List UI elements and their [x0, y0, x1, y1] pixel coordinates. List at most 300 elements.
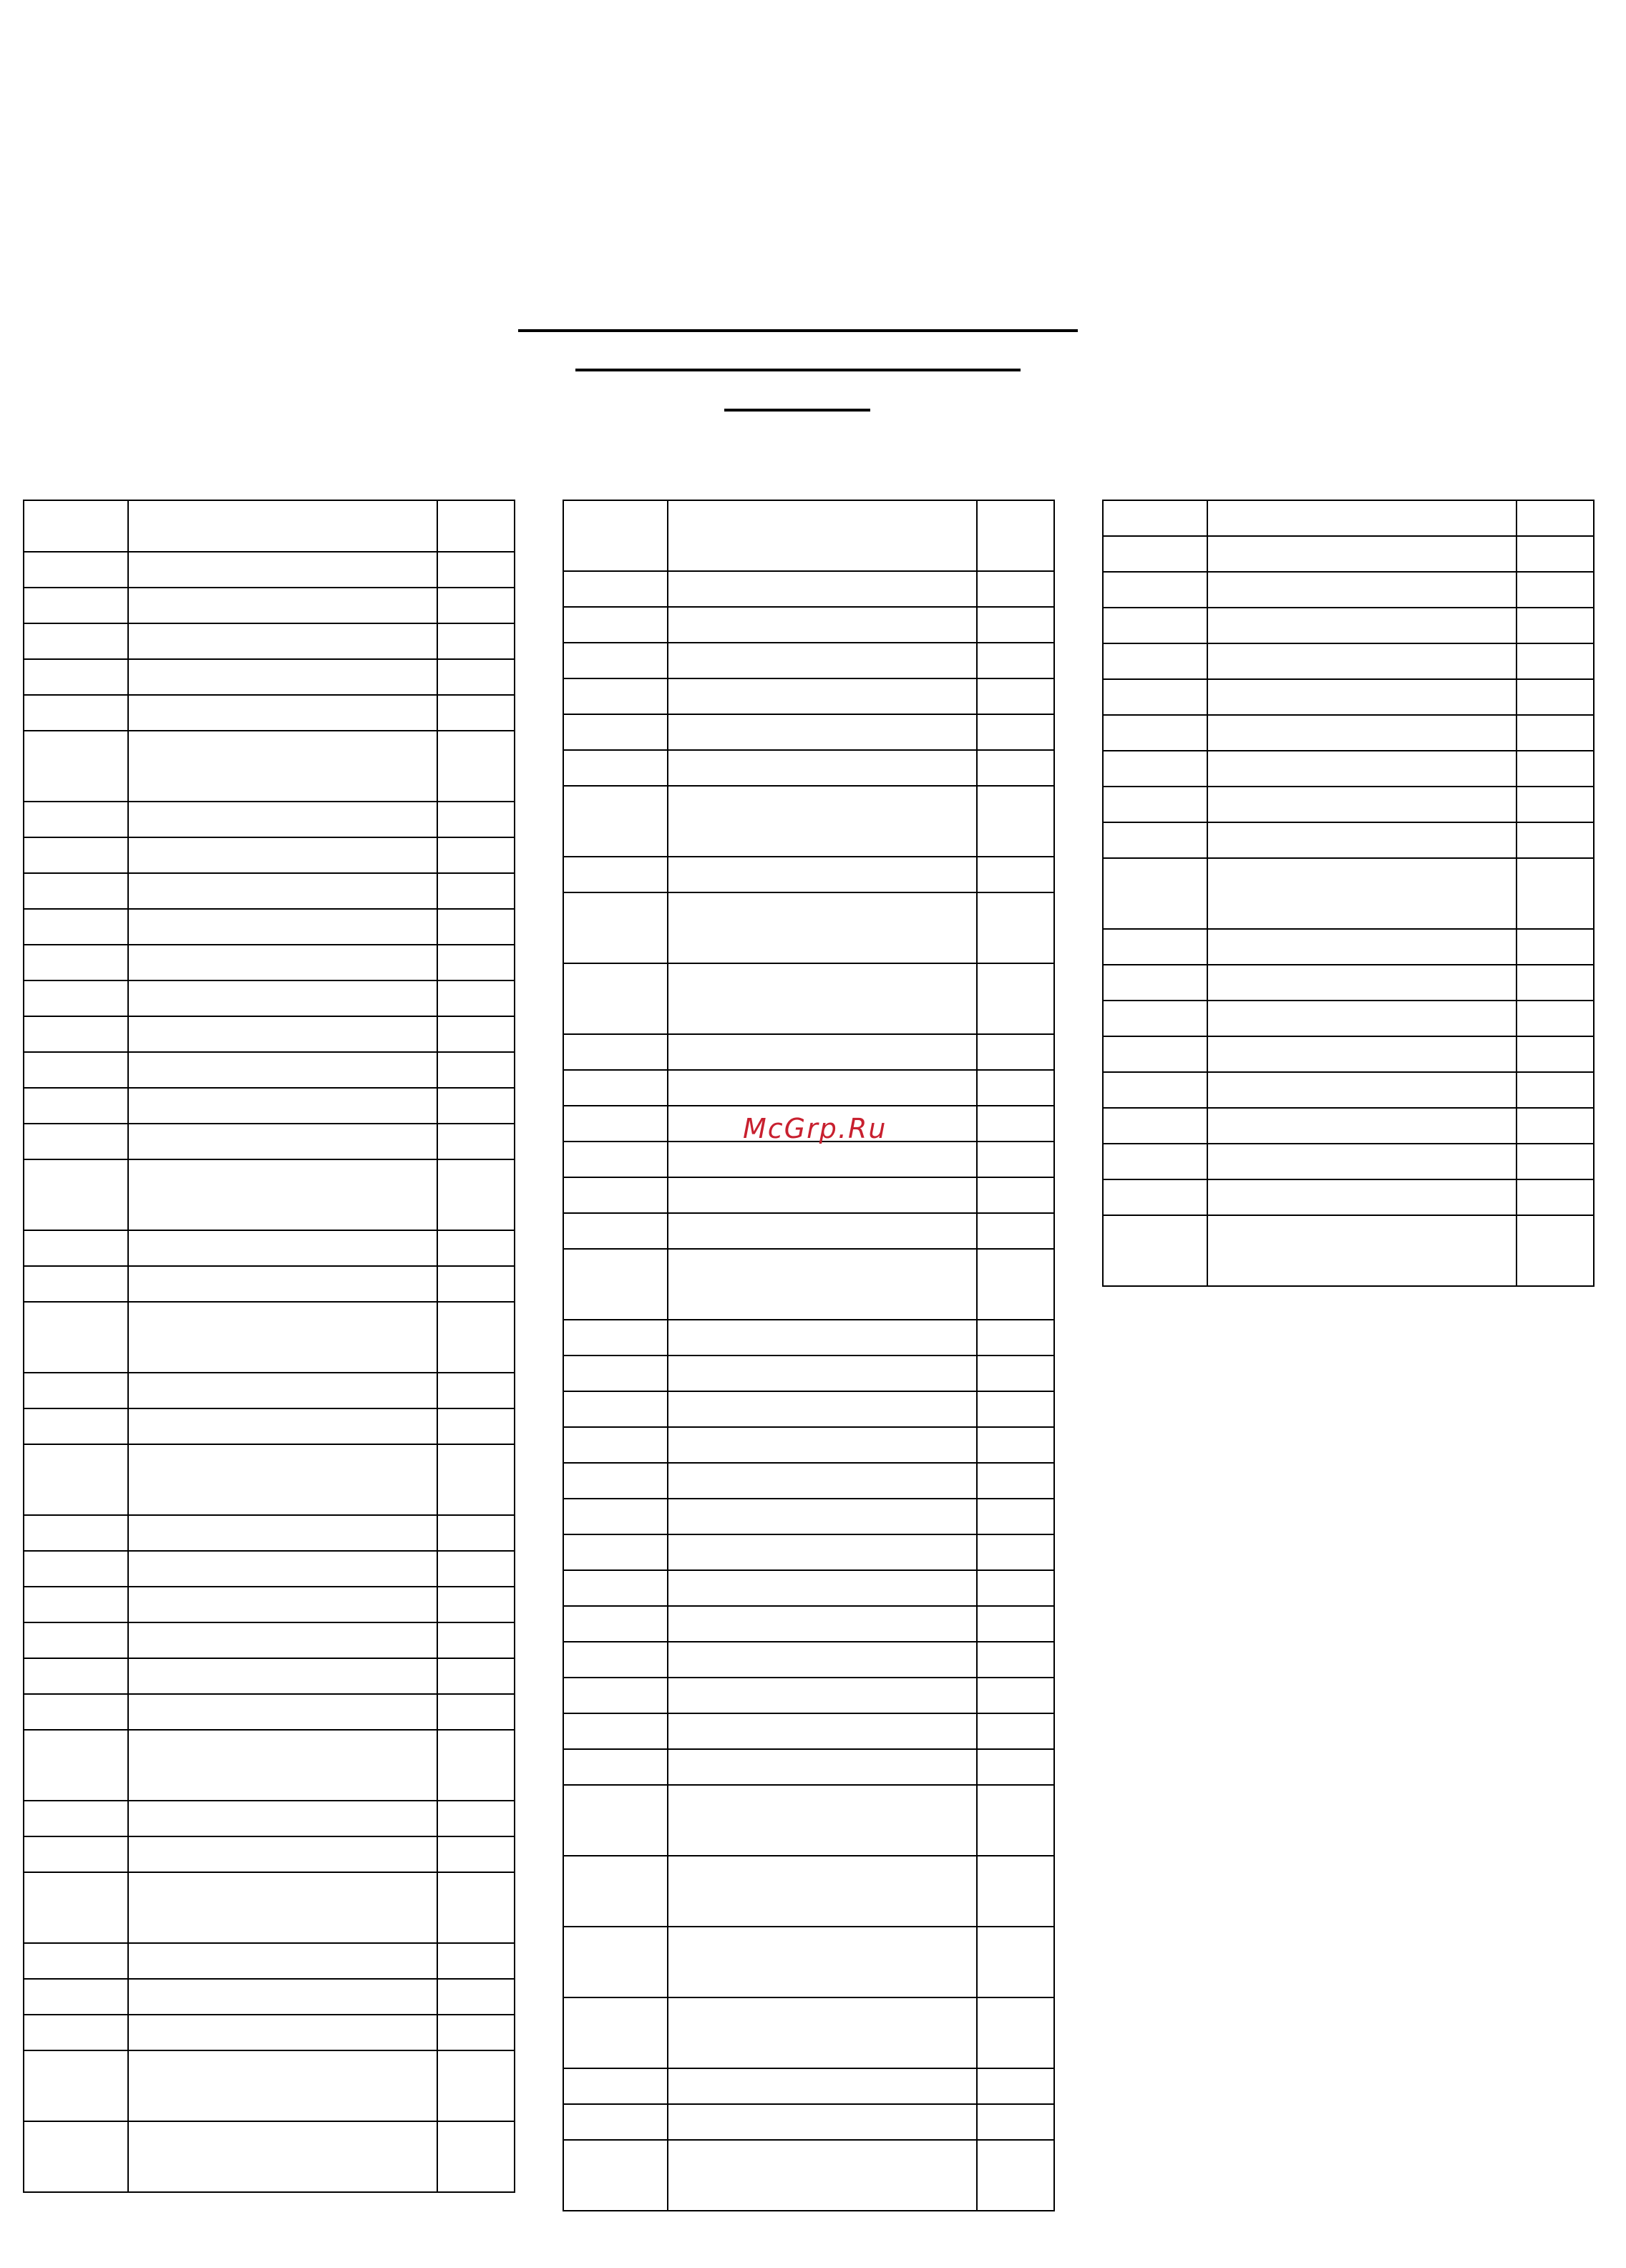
table-row — [24, 1587, 515, 1622]
table-cell — [668, 2068, 977, 2104]
table-cell — [1207, 787, 1517, 822]
table-cell — [563, 892, 668, 963]
subtitle-rule — [575, 369, 1021, 371]
table-cell — [977, 1463, 1054, 1499]
table-cell — [1103, 643, 1207, 679]
table-cell — [437, 873, 515, 909]
table-cell — [24, 1266, 128, 1302]
table-row — [24, 873, 515, 909]
table-cell — [563, 1213, 668, 1249]
table-cell — [1103, 1179, 1207, 1215]
table-cell — [1207, 643, 1517, 679]
table-row — [24, 1124, 515, 1159]
table-row — [24, 500, 515, 552]
table-cell — [563, 607, 668, 643]
table-cell — [1207, 929, 1517, 965]
table-cell — [1517, 1036, 1594, 1072]
table-cell — [668, 1642, 977, 1678]
table-row — [1103, 715, 1594, 751]
table-cell — [24, 623, 128, 659]
table-cell — [128, 1266, 437, 1302]
table-cell — [668, 1499, 977, 1534]
table-cell — [1517, 1108, 1594, 1144]
table-cell — [128, 500, 437, 552]
table-cell — [563, 1499, 668, 1534]
table-row — [24, 1801, 515, 1836]
table-cell — [128, 1302, 437, 1373]
table-row — [24, 1302, 515, 1373]
table-row — [1103, 500, 1594, 536]
table-cell — [977, 500, 1054, 571]
table-row — [24, 1979, 515, 2015]
table-cell — [977, 1785, 1054, 1856]
table-cell — [977, 1213, 1054, 1249]
title-rule — [518, 329, 1078, 332]
table-row — [24, 1444, 515, 1515]
table-cell — [24, 1230, 128, 1266]
table-cell — [1517, 715, 1594, 751]
table-cell — [563, 1749, 668, 1785]
table-cell — [24, 1302, 128, 1373]
table-row — [24, 1408, 515, 1444]
table-cell — [128, 1124, 437, 1159]
table-cell — [437, 731, 515, 802]
table-cell — [128, 1088, 437, 1124]
table-cell — [24, 1658, 128, 1694]
table-cell — [563, 786, 668, 857]
table-cell — [437, 1730, 515, 1801]
table-cell — [1207, 751, 1517, 787]
table-cell — [128, 1408, 437, 1444]
table-cell — [977, 1997, 1054, 2068]
table-cell — [24, 1622, 128, 1658]
table-cell — [437, 1658, 515, 1694]
table-cell — [563, 2068, 668, 2104]
table-cell — [128, 623, 437, 659]
table-row — [563, 963, 1054, 1034]
table-row — [563, 643, 1054, 678]
table-row — [24, 1230, 515, 1266]
table-cell — [563, 1391, 668, 1427]
table-cell — [563, 1106, 668, 1142]
table-cell — [437, 2050, 515, 2121]
table-cell — [563, 1570, 668, 1606]
table-cell — [668, 892, 977, 963]
table-cell — [977, 2104, 1054, 2140]
table-cell — [668, 963, 977, 1034]
table-cell — [977, 1320, 1054, 1356]
table-cell — [24, 945, 128, 980]
table-row — [1103, 965, 1594, 1001]
table-cell — [24, 1551, 128, 1587]
table-cell — [563, 500, 668, 571]
table-cell — [1517, 1179, 1594, 1215]
table-cell — [563, 1177, 668, 1213]
table-cell — [668, 1070, 977, 1106]
table-cell — [1103, 858, 1207, 929]
table-row — [24, 909, 515, 945]
table-cell — [563, 1034, 668, 1070]
table-cell — [1103, 1215, 1207, 1286]
table-cell — [128, 1587, 437, 1622]
table-row — [1103, 608, 1594, 643]
table-cell — [1207, 715, 1517, 751]
table-cell — [977, 2140, 1054, 2211]
table-cell — [24, 1515, 128, 1551]
table-cell — [1517, 751, 1594, 787]
table-cell — [668, 786, 977, 857]
table-cell — [437, 1230, 515, 1266]
table-cell — [24, 1016, 128, 1052]
table-row — [1103, 1072, 1594, 1108]
table-row — [563, 2140, 1054, 2211]
table-cell — [24, 1872, 128, 1943]
table-cell — [977, 750, 1054, 786]
table-cell — [437, 1408, 515, 1444]
table-row — [563, 1356, 1054, 1391]
table-cell — [563, 750, 668, 786]
table-cell — [668, 1356, 977, 1391]
table-row — [563, 1534, 1054, 1570]
table-cell — [668, 1749, 977, 1785]
table-cell — [563, 1927, 668, 1997]
left-table — [23, 500, 515, 2193]
table-cell — [1103, 1108, 1207, 1144]
table-cell — [563, 857, 668, 892]
table-row — [563, 1997, 1054, 2068]
middle-table — [563, 500, 1055, 2211]
table-cell — [24, 1408, 128, 1444]
table-cell — [668, 607, 977, 643]
table-row — [563, 1177, 1054, 1213]
table-row — [563, 1642, 1054, 1678]
table-cell — [437, 623, 515, 659]
table-cell — [563, 1320, 668, 1356]
table-cell — [24, 802, 128, 837]
table-row — [24, 1016, 515, 1052]
table-cell — [1207, 1001, 1517, 1036]
table-cell — [24, 1730, 128, 1801]
table-cell — [977, 1249, 1054, 1320]
table-row — [24, 837, 515, 873]
table-cell — [977, 1927, 1054, 1997]
table-cell — [1103, 1144, 1207, 1179]
table-cell — [128, 1801, 437, 1836]
table-cell — [668, 1927, 977, 1997]
table-cell — [668, 1785, 977, 1856]
table-cell — [24, 1943, 128, 1979]
table-cell — [668, 1427, 977, 1463]
table-cell — [563, 1070, 668, 1106]
table-cell — [128, 802, 437, 837]
table-cell — [437, 500, 515, 552]
table-cell — [977, 786, 1054, 857]
table-cell — [668, 1391, 977, 1427]
table-cell — [128, 1515, 437, 1551]
table-cell — [668, 1534, 977, 1570]
table-row — [24, 2015, 515, 2050]
table-cell — [977, 1642, 1054, 1678]
table-row — [563, 1570, 1054, 1606]
table-cell — [977, 714, 1054, 750]
table-cell — [668, 750, 977, 786]
table-row — [24, 1622, 515, 1658]
table-cell — [24, 873, 128, 909]
table-cell — [1517, 679, 1594, 715]
table-row — [24, 1836, 515, 1872]
table-row — [1103, 1144, 1594, 1179]
table-cell — [1517, 965, 1594, 1001]
table-row — [563, 1856, 1054, 1927]
table-cell — [128, 2015, 437, 2050]
table-cell — [1103, 1072, 1207, 1108]
table-cell — [977, 1713, 1054, 1749]
table-row — [24, 695, 515, 731]
table-cell — [128, 980, 437, 1016]
table-cell — [563, 678, 668, 714]
table-cell — [977, 1391, 1054, 1427]
table-cell — [24, 2050, 128, 2121]
table-cell — [1207, 965, 1517, 1001]
table-row — [24, 1694, 515, 1730]
table-cell — [977, 1678, 1054, 1713]
table-row — [24, 1159, 515, 1230]
table-row — [563, 2068, 1054, 2104]
table-cell — [563, 1678, 668, 1713]
table-row — [24, 802, 515, 837]
table-row — [563, 1142, 1054, 1177]
table-cell — [1517, 1001, 1594, 1036]
table-cell — [437, 1872, 515, 1943]
table-cell — [24, 1124, 128, 1159]
table-cell — [1207, 572, 1517, 608]
table-cell — [24, 1052, 128, 1088]
table-row — [563, 1070, 1054, 1106]
table-row — [24, 1088, 515, 1124]
table-cell — [24, 1444, 128, 1515]
table-cell — [1103, 965, 1207, 1001]
table-cell — [1207, 679, 1517, 715]
table-cell — [437, 552, 515, 588]
table-row — [563, 1499, 1054, 1534]
table-row — [24, 2121, 515, 2192]
table-row — [24, 1052, 515, 1088]
table-cell — [437, 1836, 515, 1872]
table-cell — [977, 1749, 1054, 1785]
table-row — [1103, 1001, 1594, 1036]
table-cell — [668, 1856, 977, 1927]
table-cell — [128, 659, 437, 695]
table-cell — [128, 1694, 437, 1730]
table-cell — [128, 1551, 437, 1587]
table-cell — [128, 2050, 437, 2121]
table-cell — [128, 1622, 437, 1658]
table-cell — [128, 1230, 437, 1266]
table-cell — [1103, 929, 1207, 965]
table-cell — [437, 1016, 515, 1052]
table-cell — [668, 1678, 977, 1713]
table-cell — [1207, 536, 1517, 572]
table-cell — [1517, 608, 1594, 643]
table-row — [24, 1373, 515, 1408]
table-row — [1103, 1108, 1594, 1144]
table-cell — [1207, 1179, 1517, 1215]
table-cell — [668, 1249, 977, 1320]
table-row — [563, 1678, 1054, 1713]
table-row — [1103, 787, 1594, 822]
table-cell — [1103, 608, 1207, 643]
table-cell — [437, 1587, 515, 1622]
table-cell — [24, 837, 128, 873]
table-cell — [437, 588, 515, 623]
table-row — [24, 1266, 515, 1302]
table-cell — [437, 1551, 515, 1587]
table-cell — [668, 1570, 977, 1606]
table-cell — [128, 552, 437, 588]
table-cell — [1517, 929, 1594, 965]
table-cell — [668, 857, 977, 892]
table-cell — [977, 1570, 1054, 1606]
table-cell — [24, 659, 128, 695]
table-cell — [437, 909, 515, 945]
table-cell — [437, 980, 515, 1016]
table-cell — [128, 837, 437, 873]
table-cell — [437, 695, 515, 731]
table-cell — [563, 1856, 668, 1927]
table-cell — [668, 1713, 977, 1749]
table-cell — [668, 1997, 977, 2068]
table-row — [24, 1943, 515, 1979]
table-cell — [128, 873, 437, 909]
table-cell — [24, 695, 128, 731]
table-row — [563, 1320, 1054, 1356]
table-cell — [1103, 715, 1207, 751]
table-cell — [24, 1836, 128, 1872]
table-row — [563, 892, 1054, 963]
table-cell — [24, 1587, 128, 1622]
table-row — [563, 607, 1054, 643]
table-cell — [437, 2121, 515, 2192]
table-row — [563, 1606, 1054, 1642]
table-row — [1103, 822, 1594, 858]
table-cell — [977, 1856, 1054, 1927]
table-row — [1103, 751, 1594, 787]
table-cell — [437, 1694, 515, 1730]
table-cell — [977, 963, 1054, 1034]
table-cell — [1517, 787, 1594, 822]
table-cell — [563, 1997, 668, 2068]
table-cell — [563, 1142, 668, 1177]
table-cell — [128, 1658, 437, 1694]
table-cell — [437, 1159, 515, 1230]
table-cell — [24, 588, 128, 623]
table-cell — [437, 945, 515, 980]
table-cell — [437, 1943, 515, 1979]
table-cell — [437, 1373, 515, 1408]
table-cell — [1207, 500, 1517, 536]
table-cell — [1517, 500, 1594, 536]
table-cell — [668, 643, 977, 678]
table-cell — [1103, 679, 1207, 715]
table-cell — [128, 1943, 437, 1979]
table-row — [24, 1551, 515, 1587]
table-row — [563, 1713, 1054, 1749]
table-cell — [668, 1142, 977, 1177]
table-cell — [24, 1801, 128, 1836]
table-row — [24, 980, 515, 1016]
table-row — [24, 623, 515, 659]
right-table — [1102, 500, 1595, 1287]
table-cell — [977, 1499, 1054, 1534]
table-cell — [437, 659, 515, 695]
table-cell — [437, 1622, 515, 1658]
table-cell — [1517, 822, 1594, 858]
table-row — [24, 2050, 515, 2121]
table-cell — [668, 571, 977, 607]
table-cell — [128, 695, 437, 731]
table-cell — [128, 588, 437, 623]
table-cell — [668, 1213, 977, 1249]
table-row — [24, 1730, 515, 1801]
table-cell — [437, 1302, 515, 1373]
table-cell — [1517, 858, 1594, 929]
table-cell — [128, 1373, 437, 1408]
table-cell — [563, 1713, 668, 1749]
table-cell — [668, 1034, 977, 1070]
table-cell — [24, 1373, 128, 1408]
table-row — [563, 857, 1054, 892]
table-cell — [563, 1642, 668, 1678]
table-row — [24, 1872, 515, 1943]
table-cell — [437, 2015, 515, 2050]
table-cell — [977, 1142, 1054, 1177]
table-cell — [668, 678, 977, 714]
table-cell — [1207, 1144, 1517, 1179]
table-cell — [1103, 1001, 1207, 1036]
table-cell — [24, 2015, 128, 2050]
table-row — [1103, 858, 1594, 929]
table-row — [563, 750, 1054, 786]
table-cell — [128, 1836, 437, 1872]
table-cell — [24, 2121, 128, 2192]
table-cell — [1207, 1072, 1517, 1108]
table-cell — [437, 802, 515, 837]
table-cell — [563, 714, 668, 750]
table-cell — [563, 1785, 668, 1856]
table-cell — [128, 1730, 437, 1801]
table-cell — [668, 1177, 977, 1213]
table-cell — [563, 1427, 668, 1463]
watermark-text: McGrp.Ru — [743, 1113, 887, 1144]
table-row — [563, 786, 1054, 857]
table-cell — [437, 1088, 515, 1124]
short-rule — [724, 409, 870, 412]
table-row — [1103, 1215, 1594, 1286]
table-cell — [437, 1124, 515, 1159]
table-cell — [128, 2121, 437, 2192]
table-cell — [563, 1463, 668, 1499]
table-cell — [128, 945, 437, 980]
table-cell — [1103, 751, 1207, 787]
table-cell — [1517, 536, 1594, 572]
table-cell — [1103, 787, 1207, 822]
table-cell — [128, 1016, 437, 1052]
table-cell — [977, 2068, 1054, 2104]
table-row — [1103, 536, 1594, 572]
table-cell — [977, 607, 1054, 643]
table-cell — [24, 980, 128, 1016]
table-cell — [128, 1052, 437, 1088]
